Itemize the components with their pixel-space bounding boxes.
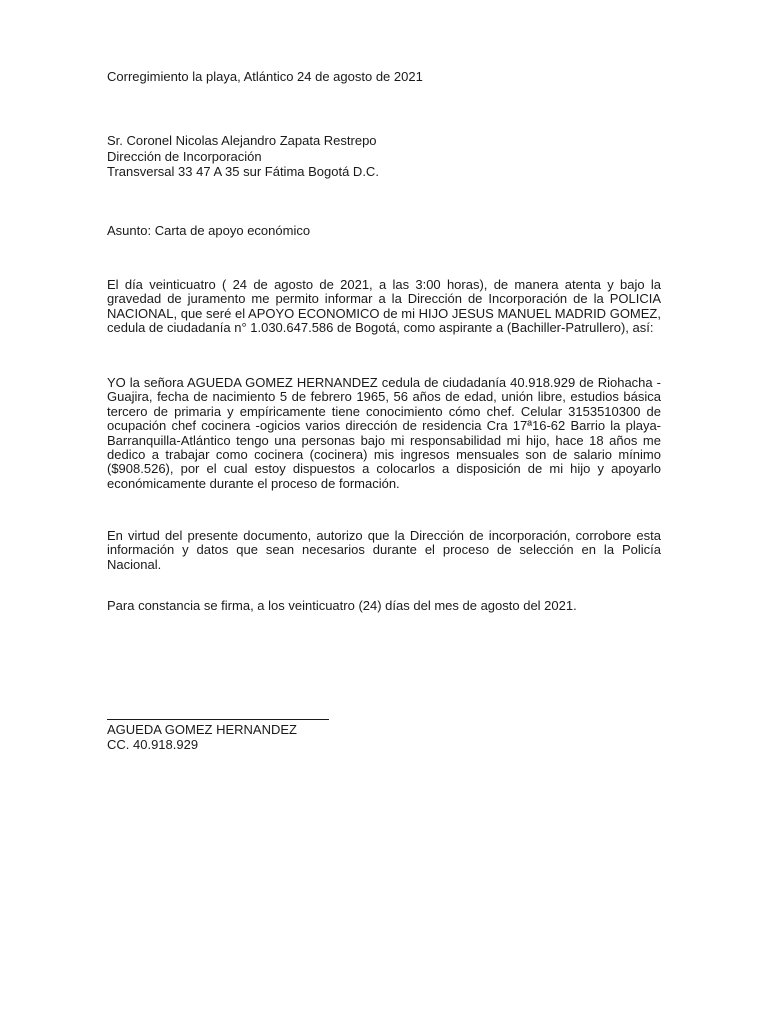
signer-id: CC. 40.918.929 — [107, 737, 199, 752]
recipient-address: Transversal 33 47 A 35 sur Fátima Bogotá D.C. — [107, 164, 379, 179]
signer-name: AGUEDA GOMEZ HERNANDEZ — [107, 722, 297, 737]
recipient-department: Dirección de Incorporación — [107, 148, 262, 164]
paragraph-support-statement: El día veinticuatro ( 24 de agosto de 2021, a las 3:00 horas), de manera atenta y bajo la gravedad de juramento me permito informar a la Dirección de Incorporación de la POLICIA NACIONAL, que seré el APOYO ECONOMICO de mi HIJO JESUS MANUEL MADRID GOMEZ, cedula de ciudadanía n° 1.030.647.586 de Bogotá, como aspirante a (Bachiller-Patrullero), así: — [107, 277, 661, 336]
paragraph-authorization: En virtud del presente documento, autorizo que la Dirección de incorporación, corrobore esta información y datos que sean necesarios durante el proceso de selección en la Policía Nacional. — [107, 528, 661, 572]
recipient-name: Sr. Coronel Nicolas Alejandro Zapata Restrepo — [107, 133, 377, 148]
paragraph-personal-details: YO la señora AGUEDA GOMEZ HERNANDEZ cedula de ciudadanía 40.918.929 de Riohacha - Guajira, fecha de nacimiento 5 de febrero 1965, 56 años de edad, unión libre, estudios básica tercero de primaria y empíricamente tiene conocimiento cómo chef. Celular 3153510300 de ocupación chef cocinera -ogicios varios dirección de residencia Cra 17ª16-62 Barrio la playa-Barranquilla-Atlántico tengo una personas bajo mi responsabilidad mi hijo, hace 18 años me dedico a trabajar como cocinera (cocinera) mis ingresos mensuales son de salario mínimo ($908.526), por el cual estoy dispuestos a colocarlos a disposición de mi hijo y apoyarlo económicamente durante el proceso de formación. — [107, 375, 661, 491]
subject-line: Asunto: Carta de apoyo económico — [107, 223, 311, 238]
signature-line — [107, 719, 329, 720]
recipient-block — [107, 133, 379, 180]
closing-line: Para constancia se firma, a los veinticuatro (24) días del mes de agosto del 2021. — [107, 598, 577, 613]
place-date: Corregimiento la playa, Atlántico 24 de agosto de 2021 — [107, 69, 423, 84]
